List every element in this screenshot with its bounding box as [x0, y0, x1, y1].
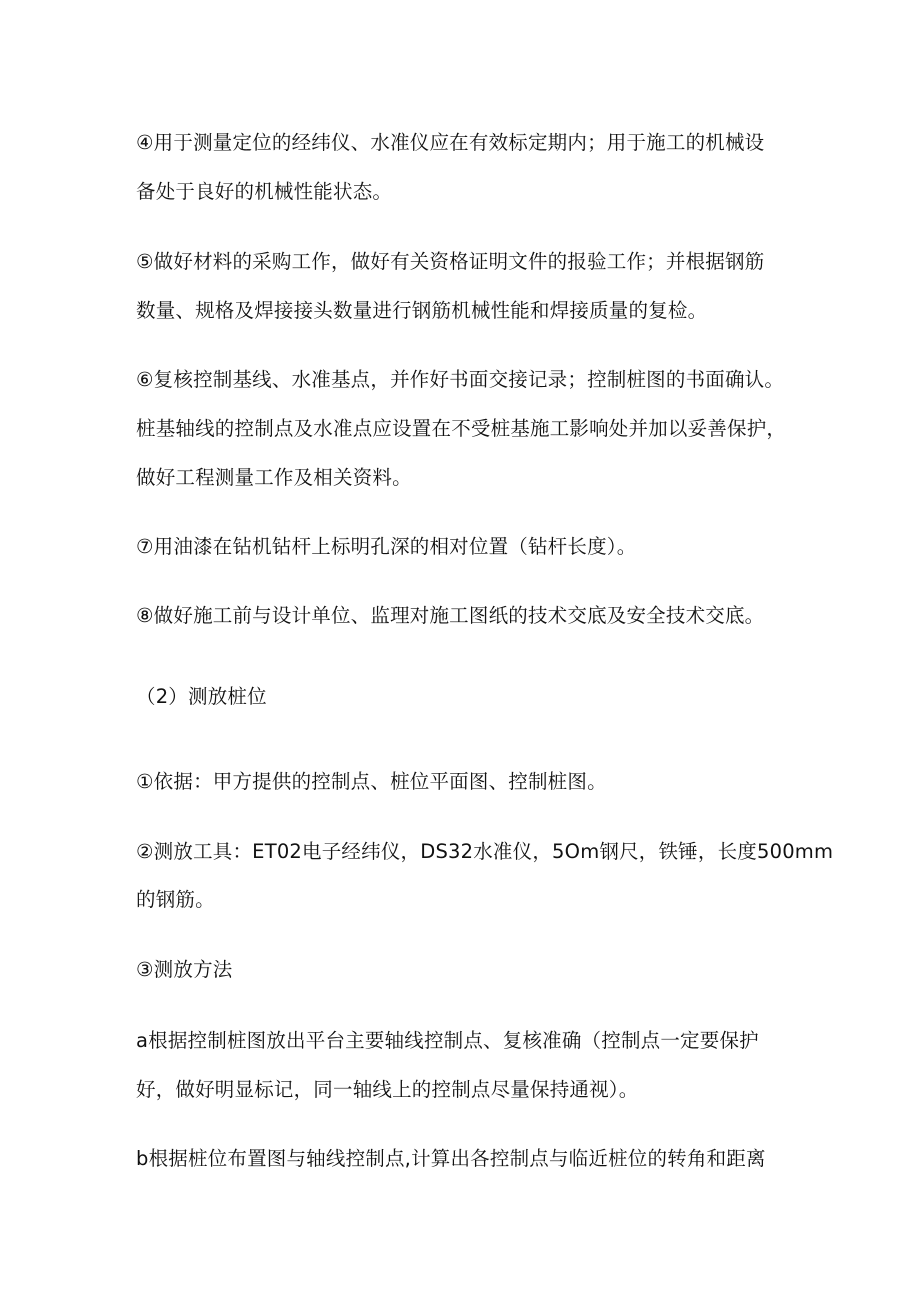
paragraph-method-a-line-1: a根据控制桩图放出平台主要轴线控制点、复核准确（控制点一定要保护	[136, 1029, 759, 1052]
paragraph-item-6-line-1: ⑥复核控制基线、水准基点，并作好书面交接记录；控制桩图的书面确认。	[136, 368, 785, 391]
paragraph-basis-line-1: ①依据：甲方提供的控制点、桩位平面图、控制桩图。	[136, 770, 607, 793]
section-heading-2: （2）测放桩位	[136, 685, 267, 708]
paragraph-method-heading: ③测放方法	[136, 958, 233, 981]
paragraph-tools-line-2: 的钢筋。	[136, 888, 215, 911]
paragraph-item-6-line-3: 做好工程测量工作及相关资料。	[136, 466, 412, 489]
paragraph-item-5-line-1: ⑤做好材料的采购工作，做好有关资格证明文件的报验工作；并根据钢筋	[136, 250, 765, 273]
paragraph-item-7-line-1: ⑦用油漆在钻机钻杆上标明孔深的相对位置（钻杆长度）。	[136, 535, 637, 558]
paragraph-tools-line-1: ②测放工具：ET02电子经纬仪，DS32水准仪，5Om钢尺，铁锤，长度500mm	[136, 840, 834, 863]
paragraph-method-a-line-2: 好，做好明显标记，同一轴线上的控制点尽量保持通视）。	[136, 1078, 639, 1101]
paragraph-item-4-line-1: ④用于测量定位的经纬仪、水准仪应在有效标定期内；用于施工的机械设	[136, 131, 765, 154]
paragraph-item-5-line-2: 数量、规格及焊接接头数量进行钢筋机械性能和焊接质量的复检。	[136, 299, 708, 322]
paragraph-item-4-line-2: 备处于良好的机械性能状态。	[136, 180, 393, 203]
paragraph-item-8-line-1: ⑧做好施工前与设计单位、监理对施工图纸的技术交底及安全技术交底。	[136, 604, 765, 627]
paragraph-method-b-line-1: b根据桩位布置图与轴线控制点,计算出各控制点与临近桩位的转角和距离	[136, 1147, 766, 1170]
paragraph-item-6-line-2: 桩基轴线的控制点及水准点应设置在不受桩基施工影响处并加以妥善保护，	[136, 417, 787, 440]
